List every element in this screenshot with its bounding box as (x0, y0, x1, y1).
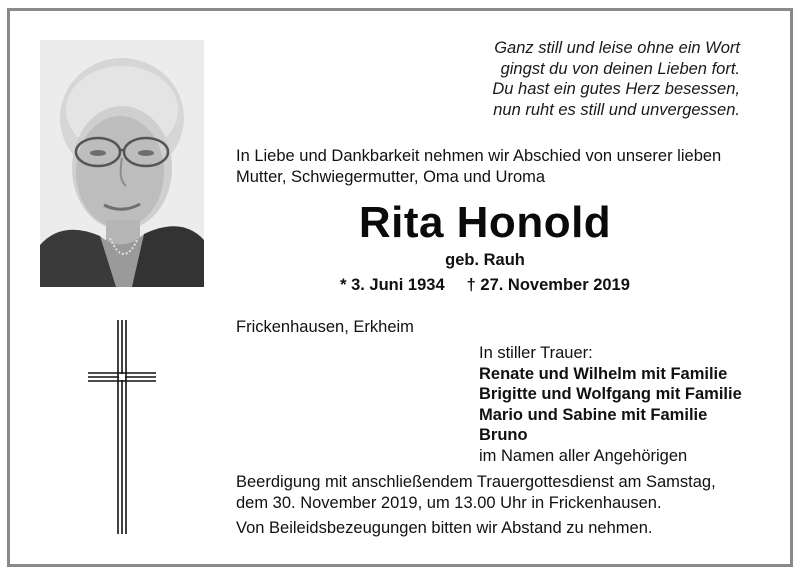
mourner-family: Mario und Sabine mit Familie (479, 405, 708, 424)
portrait-illustration (40, 40, 204, 287)
poem-line: gingst du von deinen Lieben fort. (500, 59, 740, 78)
funeral-notice (236, 472, 776, 513)
farewell-intro (236, 146, 776, 187)
maiden-name: geb. Rauh (445, 251, 525, 269)
funeral-line: dem 30. November 2019, um 13.00 Uhr in Frickenhausen. (236, 493, 662, 512)
mourner-family: Bruno (479, 426, 528, 444)
cross-icon (86, 318, 158, 536)
mourner-family: Renate und Wilhelm mit Familie (479, 364, 728, 383)
mourners-heading: In stiller Trauer: (479, 344, 593, 362)
portrait-photo (40, 40, 204, 287)
mourners-closing: im Namen aller Angehörigen (479, 446, 688, 465)
intro-line: In Liebe und Dankbarkeit nehmen wir Abschied von unserer lieben (236, 147, 722, 165)
mourner-family: Brigitte und Wolfgang mit Familie (479, 385, 742, 403)
intro-line: Mutter, Schwiegermutter, Oma und Uroma (236, 167, 546, 186)
condolence-note: Von Beileidsbezeugungen bitten wir Abstand zu nehmen. (236, 519, 653, 537)
place-names: Frickenhausen, Erkheim (236, 318, 414, 336)
birth-date: * 3. Juni 1934 (340, 276, 445, 294)
deceased-name: Rita Honold (358, 198, 612, 247)
funeral-line: Beerdigung mit anschließendem Trauergottesdienst am Samstag, (236, 473, 716, 491)
memorial-poem (420, 38, 740, 120)
life-dates (236, 275, 734, 295)
poem-line: Du hast ein gutes Herz besessen, (492, 80, 740, 98)
death-date: † 27. November 2019 (466, 276, 630, 294)
poem-line: Ganz still und leise ohne ein Wort (494, 39, 740, 57)
mourners-list (479, 343, 779, 466)
poem-line: nun ruht es still und unvergessen. (493, 100, 740, 119)
